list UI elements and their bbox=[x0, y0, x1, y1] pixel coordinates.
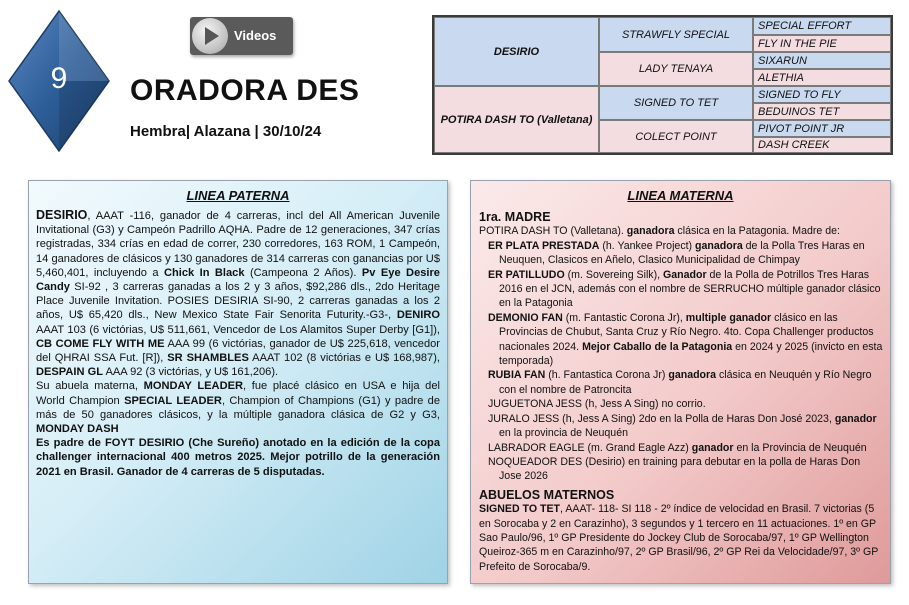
abuelos-heading: ABUELOS MATERNOS bbox=[479, 487, 615, 502]
offspring-1: ER PLATA PRESTADA (h. Yankee Project) ganadora de la Polla Tres Haras en Neuquen, Clasicos en Añelo, Clasico Municipalidad de Chimpay bbox=[488, 239, 865, 267]
materna-dam-line: POTIRA DASH TO (Valletana). ganadora clásica en la Patagonia. Madre de: bbox=[479, 225, 840, 238]
offspring-8: NOQUEADOR DES (Desirio) en training para debutar en la polla de Haras Don Jose 2026 bbox=[488, 455, 861, 483]
pedigree-sire-sire: STRAWFLY SPECIAL bbox=[599, 17, 753, 52]
play-icon bbox=[192, 18, 228, 54]
pedigree-g3-4: ALETHIA bbox=[753, 69, 891, 86]
linea-materna-title: LINEA MATERNA bbox=[627, 188, 734, 203]
linea-paterna-title: LINEA PATERNA bbox=[186, 188, 290, 203]
paterna-paragraph-2: Su abuela materna, MONDAY LEADER, fue placé clásico en USA e hija del World Champion SPECIAL LEADER, Champion of Champions (G1) y padre de más de 50 ganadores clásicos, y la múltiple ganadora clásica de G2 y G3, MONDAY DASH bbox=[36, 380, 440, 436]
madre-heading: 1ra. MADRE bbox=[479, 210, 551, 224]
paterna-paragraph-3: Es padre de FOYT DESIRIO (Che Sureño) anotado en la edición de la copa challenger internacional 400 metros 2025. Mejor potrillo de la generación 2021 en Brasil. Ganador de 4 carreras de 5 disputadas. bbox=[36, 437, 440, 478]
pedigree-g3-6: BEDUINOS TET bbox=[753, 103, 891, 120]
horse-name: ORADORA DES bbox=[130, 74, 360, 107]
pedigree-g3-1: SPECIAL EFFORT bbox=[753, 17, 891, 35]
pedigree-g3-5: SIGNED TO FLY bbox=[753, 86, 891, 103]
abuelos-text: SIGNED TO TET, AAAT- 118- SI 118 - 2º índice de velocidad en Brasil. 7 victorias (5 en Sorocaba y 2 en Carazinho), 3 segundos y 1 tercero en 11 actuaciones. 1º en GP Sao Paulo/96, 1º GP Presidente do Jockey Club de Sorocaba/97, 1º GP Wellington Queiroz-365 m en Carazinho/97, 2º GP Brasil/96, 2º GP Rei da Velocidade/97, 3º GP Prefeito de Sorocaba/9. bbox=[479, 503, 879, 573]
pedigree-g3-2: FLY IN THE PIE bbox=[753, 35, 891, 52]
offspring-6: JURALO JESS (h, Jess A Sing) 2do en la Polla de Haras Don José 2023, ganador en la provincia de Neuquén bbox=[488, 412, 877, 440]
offspring-4: RUBIA FAN (h. Fantastica Corona Jr) ganadora clásica en Neuquén y Río Negro con el nombre de Patroncita bbox=[488, 369, 872, 396]
pedigree-dam-dam: COLECT POINT bbox=[599, 120, 753, 153]
linea-materna-text bbox=[479, 208, 884, 574]
linea-paterna-panel bbox=[28, 180, 448, 584]
pedigree-dam-sire: SIGNED TO TET bbox=[599, 86, 753, 120]
pedigree-g3-8: DASH CREEK bbox=[753, 137, 891, 153]
pedigree-g3-3: SIXARUN bbox=[753, 52, 891, 69]
horse-info: Hembra| Alazana | 30/10/24 bbox=[130, 123, 322, 140]
pedigree-sire-dam: LADY TENAYA bbox=[599, 52, 753, 86]
lot-number: 9 bbox=[50, 62, 68, 95]
videos-button[interactable] bbox=[190, 17, 293, 55]
videos-label: Videos bbox=[234, 28, 277, 43]
linea-paterna-text bbox=[36, 208, 440, 479]
pedigree-table bbox=[432, 15, 893, 155]
offspring-2: ER PATILLUDO (m. Sovereing Silk), Ganador de la Polla de Potrillos Tres Haras 2016 en el JCN, además con el nombre de SERRUCHO múltiple ganador clásico en la Patagonia bbox=[488, 268, 881, 310]
pedigree-sire: DESIRIO bbox=[434, 17, 599, 86]
offspring-7: LABRADOR EAGLE (m. Grand Eagle Azz) ganador en la Provincia de Neuquén bbox=[488, 441, 867, 454]
pedigree-g3-7: PIVOT POINT JR bbox=[753, 120, 891, 137]
paterna-paragraph-1: DESIRIO, AAAT -116, ganador de 4 carreras, incl del All American Juvenile Invitational (G3) y Campeón Padrillo AQHA. Padre de 12 generaciones, 347 crías registradas, 334 crías en edad de correr, 230 corredores, 163 ROM, 1 Campeón, 14 ganadores de clásicos y 130 ganadores de 314 carreras con ganancias por U$ 5,460,401, incluyendo a Chick In Black (Campeona 2 Años). Pv Eye Desire Candy SI-92 , 3 carreras ganadas a los 2 y 3 años, $92,286 dls., 2do Heritage Place Juvenile Invitation. POSIES DESIRIA SI-90, 2 carreras ganadas a los 2 años, U$ 65,420 dls., New Mexico State Fair Senorita Futurity.-G3-, DENIRO AAAT 103 (6 victórias, U$ 511,661, Vencedor de Los Alamitos Super Derby [G1]), CB COME FLY WITH ME AAA 99 (6 victórias, ganador de U$ 225,618, vencedor del QHRAI SSA Fut. [R]), SR SHAMBLES AAAT 102 (8 victórias e U$ 168,987), DESPAIN GL AAA 92 (3 victórias, y U$ 161,206). bbox=[36, 208, 440, 379]
pedigree-dam: POTIRA DASH TO (Valletana) bbox=[434, 86, 599, 153]
offspring-5: JUGUETONA JESS (h, Jess A Sing) no corrio. bbox=[488, 398, 706, 411]
offspring-3: DEMONIO FAN (m. Fantastic Corona Jr), multiple ganador clásico en las Provincias de Chubut, Santa Cruz y Río Negro. 4to. Copa Challenger productos nacionales 2024. Mejor Caballo de la Patagonia en 2024 y 2025 (invicto en esta temporada) bbox=[488, 311, 883, 368]
linea-materna-panel bbox=[470, 180, 891, 584]
